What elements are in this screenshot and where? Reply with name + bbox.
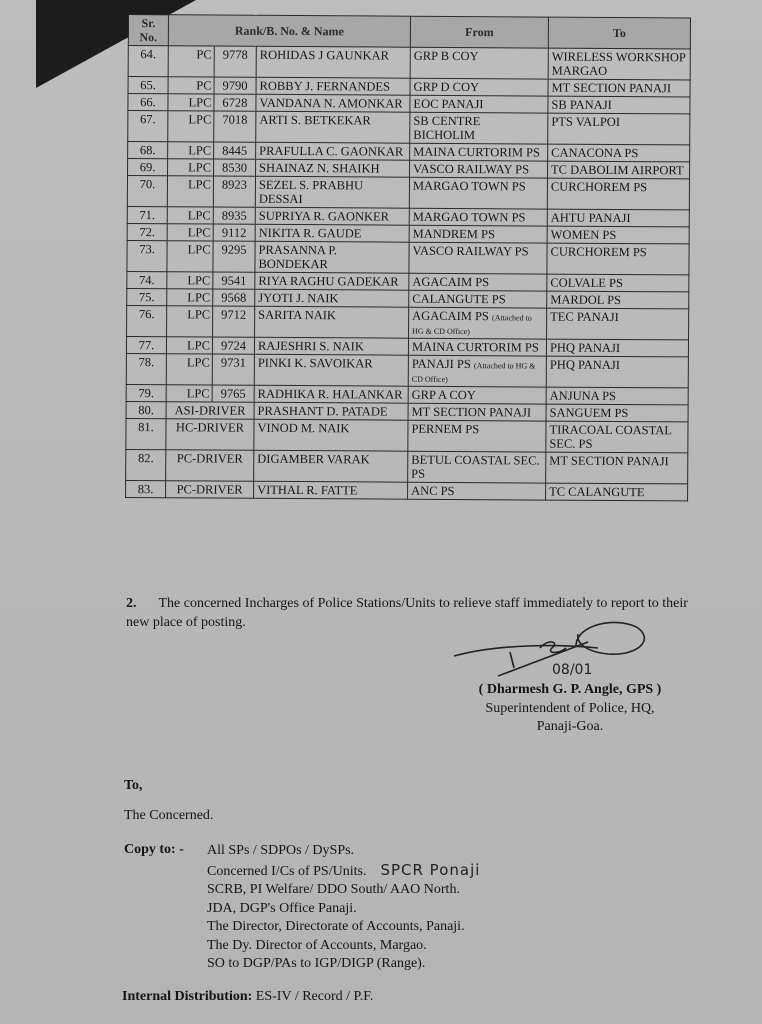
cell-sr-no: 64.: [128, 46, 168, 77]
cell-buckle-no: 6728: [214, 94, 256, 111]
cell-sr-no: 74.: [127, 271, 167, 288]
cell-rank: PC: [168, 46, 214, 77]
cell-from: [409, 177, 547, 209]
cell-to: TC CALANGUTE: [546, 483, 688, 501]
cell-rank: LPC: [167, 272, 213, 289]
cell-to: COLVALE PS: [547, 274, 689, 292]
handwritten-note: SPCR Ponaji: [380, 860, 481, 879]
cell-from: [409, 290, 547, 308]
cell-from: [409, 225, 547, 243]
copy-to-item-text: Concerned I/Cs of PS/Units.: [207, 863, 367, 879]
cell-to: WOMEN PS: [547, 226, 689, 244]
cell-from-text: MT SECTION PANAJI: [411, 404, 532, 420]
signature-date: 08/01: [552, 662, 593, 678]
table-row: [128, 111, 690, 145]
cell-to: TC DABOLIM AIRPORT: [548, 161, 690, 179]
cell-rank: LPC: [166, 337, 212, 354]
copy-to-item: The Dy. Director of Accounts, Margao.: [207, 937, 427, 953]
cell-buckle-no: 9731: [212, 354, 254, 385]
cell-from-text: BETUL COASTAL SEC. PS: [411, 452, 540, 481]
cell-to: MT SECTION PANAJI: [546, 452, 688, 484]
cell-rank: LPC: [167, 224, 213, 241]
designation-line-2: Panaji-Goa.: [536, 719, 604, 734]
cell-rank: LPC: [166, 385, 212, 402]
cell-sr-no: 72.: [127, 223, 167, 240]
cell-sr-no: 75.: [127, 288, 167, 305]
handwritten-signature: [448, 614, 658, 680]
cell-name: ROBBY J. FERNANDES: [256, 77, 410, 95]
cell-from-text: MARGAO TOWN PS: [412, 209, 526, 225]
designation-line-1: Superintendent of Police, HQ,: [485, 701, 655, 716]
cell-from: [408, 451, 546, 483]
cell-from-text: GRP A COY: [411, 387, 476, 403]
cell-from-text: GRP B COY: [413, 48, 479, 64]
internal-distribution: [122, 989, 373, 1005]
copy-to-item: All SPs / SDPOs / DySPs.: [207, 843, 355, 858]
cell-from: [410, 78, 548, 96]
cell-to: PTS VALPOI: [548, 113, 690, 145]
cell-from: [408, 386, 546, 404]
cell-from-note: (Attached to HG & CD Office): [411, 361, 536, 384]
internal-distribution-label: Internal Distribution:: [122, 989, 253, 1004]
cell-name: ARTI S. BETKEKAR: [256, 111, 410, 143]
header-rank-name: Rank/B. No. & Name: [168, 15, 410, 47]
cell-rank: LPC: [167, 241, 213, 272]
cell-buckle-no: 8445: [214, 142, 256, 159]
copy-to-label: Copy to: -: [124, 842, 184, 857]
cell-rank: PC: [168, 77, 214, 94]
cell-from: [410, 95, 548, 113]
cell-from-text: ANC PS: [411, 483, 455, 499]
cell-rank: ASI-DRIVER: [166, 402, 254, 420]
cell-sr-no: 69.: [128, 159, 168, 176]
cell-sr-no: 82.: [126, 449, 166, 480]
cell-name: JYOTI J. NAIK: [255, 289, 409, 307]
cell-sr-no: 73.: [127, 240, 167, 271]
cell-buckle-no: 8923: [213, 176, 255, 207]
cell-name: DIGAMBER VARAK: [254, 450, 408, 482]
cell-from-text: VASCO RAILWAY PS: [412, 243, 529, 259]
cell-rank: LPC: [167, 306, 213, 337]
cell-name: PINKI K. SAVOIKAR: [254, 354, 408, 386]
cell-sr-no: 79.: [126, 384, 166, 401]
cell-rank: LPC: [168, 94, 214, 111]
cell-sr-no: 80.: [126, 401, 166, 418]
postings-table: [125, 14, 691, 501]
header-from: From: [410, 16, 548, 48]
cell-rank: LPC: [166, 354, 212, 385]
table-row: [127, 305, 689, 339]
cell-from: [410, 143, 548, 161]
cell-buckle-no: 9778: [214, 46, 256, 77]
cell-sr-no: 76.: [127, 305, 167, 336]
postings-table-container: [125, 14, 690, 501]
table-row: [126, 353, 688, 387]
table-row: [127, 176, 689, 210]
cell-from: [408, 403, 546, 421]
cell-to: CANACONA PS: [548, 144, 690, 162]
cell-from: [408, 420, 546, 452]
cell-name: VITHAL R. FATTE: [254, 481, 408, 499]
cell-buckle-no: 7018: [214, 111, 256, 142]
cell-to: TEC PANAJI: [547, 308, 689, 340]
cell-from: [409, 208, 547, 226]
cell-from-text: MAINA CURTORIM PS: [413, 144, 541, 160]
cell-name: RADHIKA R. HALANKAR: [254, 385, 408, 403]
cell-from-text: VASCO RAILWAY PS: [413, 161, 530, 177]
copy-to-item: SO to DGP/PAs to IGP/DIGP (Range).: [207, 956, 426, 971]
cell-from: [410, 112, 548, 144]
paragraph-number: 2.: [126, 596, 137, 611]
cell-from-text: MARGAO TOWN PS: [412, 178, 526, 194]
cell-to: TIRACOAL COASTAL SEC. PS: [546, 421, 688, 453]
cell-buckle-no: 9724: [212, 337, 254, 354]
cell-buckle-no: 9790: [214, 77, 256, 94]
cell-to: PHQ PANAJI: [546, 356, 688, 388]
cell-buckle-no: 9112: [213, 224, 255, 241]
cell-from: [410, 47, 548, 79]
cell-sr-no: 67.: [128, 111, 168, 142]
cell-from: [410, 160, 548, 178]
cell-to: AHTU PANAJI: [547, 209, 689, 227]
cell-to: ANJUNA PS: [546, 387, 688, 405]
header-sr-no: Sr. No.: [128, 15, 168, 46]
cell-rank: LPC: [167, 289, 213, 306]
internal-distribution-value: ES-IV / Record / P.F.: [255, 989, 374, 1004]
header-to: To: [548, 17, 690, 49]
cell-name: PRAFULLA C. GAONKAR: [256, 142, 410, 160]
table-row: [128, 46, 690, 80]
cell-to: SB PANAJI: [548, 96, 690, 114]
copy-to-item: [207, 861, 480, 882]
cell-name: SARITA NAIK: [255, 306, 409, 338]
cell-from-text: CALANGUTE PS: [412, 291, 506, 307]
cell-from-text: AGACAIM PS: [412, 274, 490, 290]
cell-sr-no: 81.: [126, 418, 166, 449]
cell-buckle-no: 9765: [212, 385, 254, 402]
cell-rank: LPC: [167, 176, 213, 207]
table-row: [126, 449, 688, 483]
cell-to: PHQ PANAJI: [546, 339, 688, 357]
cell-to: CURCHOREM PS: [547, 243, 689, 275]
cell-name: VANDANA N. AMONKAR: [256, 94, 410, 112]
cell-to: CURCHOREM PS: [547, 178, 689, 210]
cell-buckle-no: 9295: [213, 241, 255, 272]
cell-name: SEZEL S. PRABHU DESSAI: [255, 176, 409, 208]
cell-from-text: MAINA CURTORIM PS: [411, 339, 539, 355]
cell-to: WIRELESS WORKSHOP MARGAO: [548, 48, 690, 80]
to-label: To,: [124, 778, 143, 793]
cell-from-text: AGACAIM PS: [412, 308, 489, 324]
cell-name: NIKITA R. GAUDE: [255, 224, 409, 242]
copy-to-item: The Director, Directorate of Accounts, Panaji.: [207, 919, 465, 934]
cell-from-text: EOC PANAJI: [413, 96, 484, 112]
signature-block: [440, 614, 700, 744]
copy-to-item: JDA, DGP's Office Panaji.: [207, 900, 357, 916]
cell-from-note: (Attached to HG & CD Office): [412, 313, 532, 337]
cell-from: [409, 273, 547, 291]
cell-to: MARDOL PS: [547, 291, 689, 309]
cell-name: PRASANNA P. BONDEKAR: [255, 241, 409, 273]
to-value: The Concerned.: [124, 808, 214, 823]
cell-from-text: MANDREM PS: [412, 226, 496, 242]
cell-name: SHAINAZ N. SHAIKH: [256, 159, 410, 177]
cell-sr-no: 70.: [127, 176, 167, 207]
cell-from: [409, 242, 547, 274]
signatory-name: ( Dharmesh G. P. Angle, GPS ): [478, 682, 662, 697]
cell-buckle-no: 9541: [213, 272, 255, 289]
cell-rank: PC-DRIVER: [166, 450, 254, 482]
cell-rank: LPC: [167, 207, 213, 224]
cell-sr-no: 71.: [127, 206, 167, 223]
cell-name: ROHIDAS J GAUNKAR: [256, 46, 410, 78]
cell-rank: LPC: [168, 142, 214, 159]
cell-sr-no: 65.: [128, 77, 168, 94]
cell-rank: LPC: [168, 159, 214, 176]
copy-to-list: [207, 842, 480, 974]
cell-rank: HC-DRIVER: [166, 419, 254, 451]
cell-buckle-no: 9568: [213, 289, 255, 306]
cell-to: SANGUEM PS: [546, 404, 688, 422]
cell-rank: PC-DRIVER: [166, 481, 254, 499]
paragraph-text: The concerned Incharges of Police Stations/Units to relieve staff immediately to report to their new place of posting.: [126, 596, 688, 630]
cell-from-text: GRP D COY: [413, 79, 480, 95]
cell-to: MT SECTION PANAJI: [548, 79, 690, 97]
cell-from-text: SB CENTRE BICHOLIM: [413, 113, 481, 143]
cell-buckle-no: 8530: [214, 159, 256, 176]
table-row: [126, 480, 688, 500]
table-body: [126, 46, 691, 501]
cell-buckle-no: 8935: [213, 207, 255, 224]
copy-to-item: SCRB, PI Welfare/ DDO South/ AAO North.: [207, 882, 460, 897]
signatory-designation: [440, 700, 700, 736]
cell-from-text: PANAJI PS: [411, 356, 471, 372]
cell-from: [408, 482, 546, 500]
cell-sr-no: 68.: [128, 142, 168, 159]
table-row: [127, 240, 689, 274]
cell-sr-no: 77.: [126, 336, 166, 353]
cell-from: [408, 355, 546, 387]
cell-name: RIYA RAGHU GADEKAR: [255, 272, 409, 290]
cell-name: SUPRIYA R. GAONKER: [255, 207, 409, 225]
cell-from: [408, 338, 546, 356]
cell-sr-no: 78.: [126, 353, 166, 384]
cell-rank: LPC: [168, 111, 214, 142]
cell-sr-no: 83.: [126, 480, 166, 497]
cell-name: PRASHANT D. PATADE: [254, 402, 408, 420]
cell-name: VINOD M. NAIK: [254, 419, 408, 451]
cell-from-text: PERNEM PS: [411, 421, 480, 437]
table-row: [126, 418, 688, 452]
cell-buckle-no: 9712: [213, 306, 255, 337]
cell-from: [409, 307, 547, 339]
cell-name: RAJESHRI S. NAIK: [254, 337, 408, 355]
table-header-row: [128, 15, 690, 49]
cell-sr-no: 66.: [128, 94, 168, 111]
